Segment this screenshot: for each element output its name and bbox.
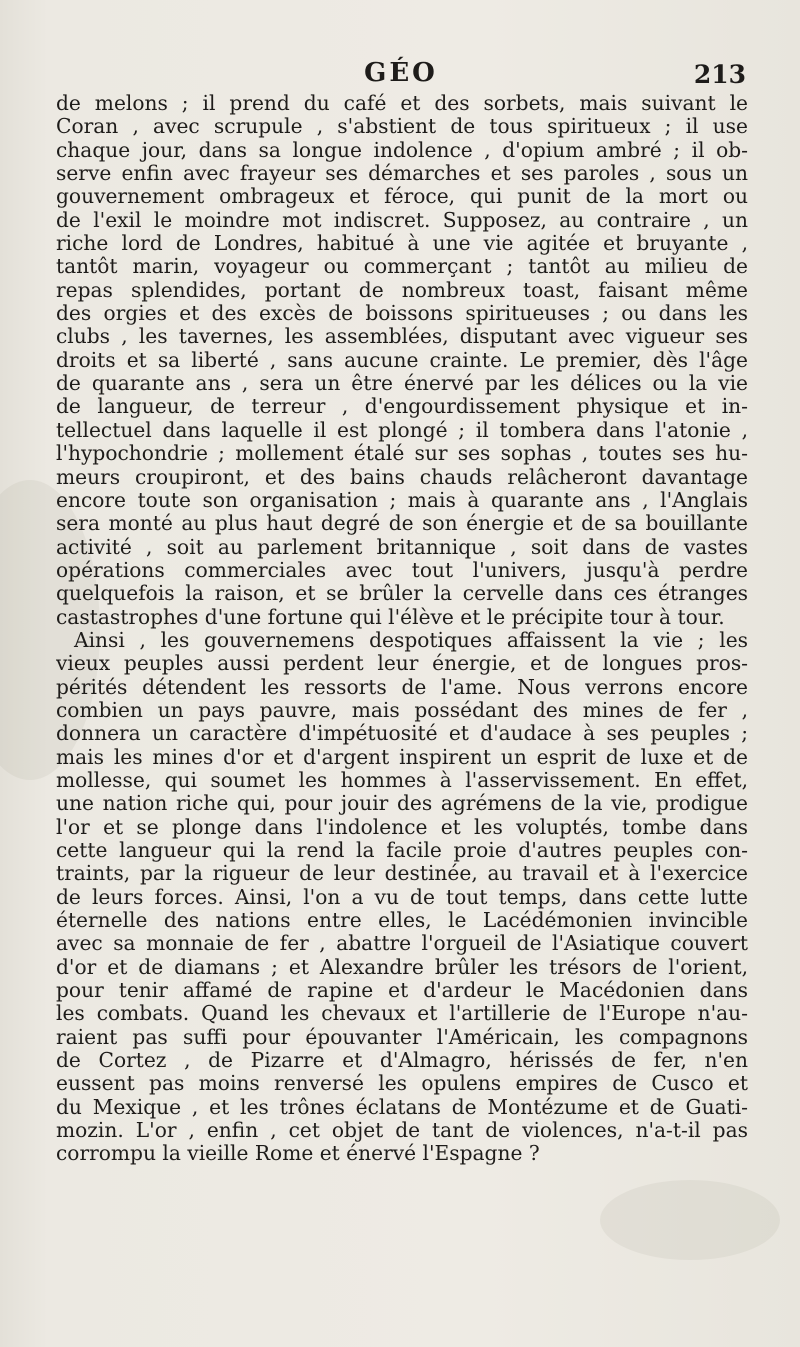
body-text [56,92,748,1166]
text-line: de l'exil le moindre mot indiscret. Supposez, au contraire , un [56,208,748,232]
text-line: Coran , avec scrupule , s'abstient de tous spiritueux ; il use [56,115,748,139]
text-line: de melons ; il prend du café et des sorbets, mais suivant le [56,92,748,115]
text-line: encore toute son organisation ; mais à quarante ans , l'Anglais [56,488,748,512]
text-line: combien un pays pauvre, mais possédant des mines de fer , [56,698,748,722]
text-line: l'hypochondrie ; mollement étalé sur ses sophas , toutes ses hu- [56,442,748,466]
text-line: sera monté au plus haut degré de son énergie et de sa bouillante [56,512,748,536]
text-line: tellectuel dans laquelle il est plongé ; il tombera dans l'atonie , [56,418,748,442]
text-line: des orgies et des excès de boissons spiritueuses ; ou dans les [56,302,748,326]
text-line: clubs , les tavernes, les assemblées, disputant avec vigueur ses [56,325,748,349]
text-line: pérités détendent les ressorts de l'ame. Nous verrons encore [56,675,748,699]
text-line: castastrophes d'une fortune qui l'élève et le précipite tour à tour. [56,605,725,629]
text-line: de leurs forces. Ainsi, l'on a vu de tout temps, dans cette lutte [56,885,748,909]
text-line: droits et sa liberté , sans aucune crainte. Le premier, dès l'âge [56,348,748,372]
text-line: vieux peuples aussi perdent leur énergie, et de longues pros- [56,652,748,676]
text-line: serve enfin avec frayeur ses démarches et ses paroles , sous un [56,162,748,186]
text-line: quelquefois la raison, et se brûler la cervelle dans ces étranges [56,582,748,606]
text-line: meurs croupiront, et des bains chauds relâcheront davantage [56,465,748,489]
text-line: l'or et se plonge dans l'indolence et les voluptés, tombe dans [56,815,748,839]
text-line: chaque jour, dans sa longue indolence , d'opium ambré ; il ob- [56,138,748,162]
text-line: gouvernement ombrageux et féroce, qui punit de la mort ou [56,185,748,209]
text-line: tantôt marin, voyageur ou commerçant ; tantôt au milieu de [56,255,748,279]
page-header [56,58,746,94]
text-line: traints, par la rigueur de leur destinée, au travail et à l'exercice [56,862,748,886]
text-line: les combats. Quand les chevaux et l'artillerie de l'Europe n'au- [56,1002,748,1026]
text-line: opérations commerciales avec tout l'univers, jusqu'à perdre [56,558,748,582]
text-line: cette langueur qui la rend la facile proie d'autres peuples con- [56,839,748,862]
text-line: de quarante ans , sera un être énervé par les délices ou la vie [56,372,748,396]
text-line: mais les mines d'or et d'argent inspirent un esprit de luxe et de [56,745,748,769]
paper-stain [600,1180,780,1260]
text-line: avec sa monnaie de fer , abattre l'orgueil de l'Asiatique couvert [56,932,748,956]
text-line: mozin. L'or , enfin , cet objet de tant de violences, n'a-t-il pas [56,1119,748,1143]
text-line: repas splendides, portant de nombreux toast, faisant même [56,278,748,302]
text-line: riche lord de Londres, habitué à une vie agitée et bruyante , [56,232,748,256]
text-line: eussent pas moins renversé les opulens empires de Cusco et [56,1072,748,1096]
text-line: mollesse, qui soumet les hommes à l'asservissement. En effet, [56,768,748,792]
page-number: 213 [693,60,746,89]
text-line: donnera un caractère d'impétuosité et d'audace à ses peuples ; [56,722,748,746]
text-line: pour tenir affamé de rapine et d'ardeur le Macédonien dans [56,979,748,1003]
paragraph-start-line: Ainsi , les gouvernemens despotiques affaissent la vie ; les [74,628,748,652]
text-line: de langueur, de terreur , d'engourdissement physique et in- [56,395,748,419]
text-line: du Mexique , et les trônes éclatans de Montézume et de Guati- [56,1095,748,1119]
text-line: corrompu la vieille Rome et énervé l'Espagne ? [56,1142,540,1166]
text-line: activité , soit au parlement britannique , soit dans de vastes [56,535,748,559]
text-line: de Cortez , de Pizarre et d'Almagro, hérissés de fer, n'en [56,1049,748,1073]
running-head: GÉO [364,58,438,88]
text-line: d'or et de diamans ; et Alexandre brûler les trésors de l'orient, [56,955,748,979]
text-line: une nation riche qui, pour jouir des agrémens de la vie, prodigue [56,792,748,816]
text-line: raient pas suffi pour épouvanter l'Américain, les compagnons [56,1025,748,1049]
text-line: éternelle des nations entre elles, le Lacédémonien invincible [56,909,748,933]
